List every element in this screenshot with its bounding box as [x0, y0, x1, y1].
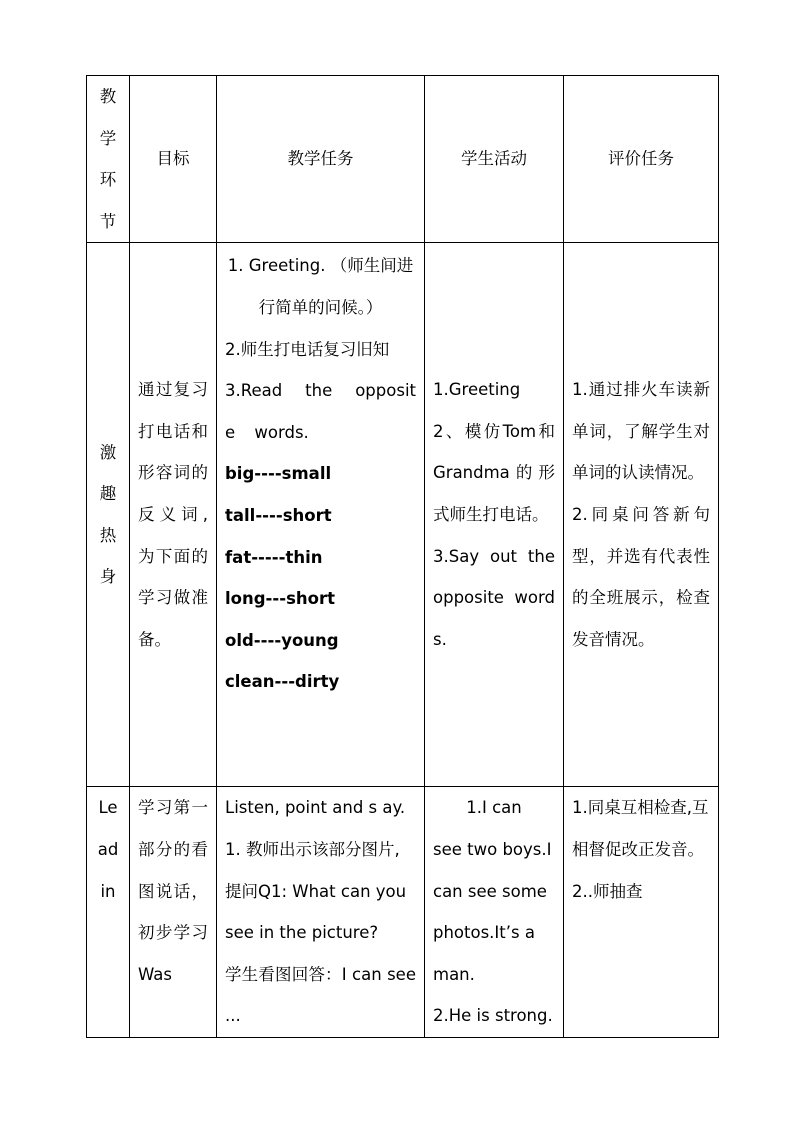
activity-item: 1.Greeting: [433, 380, 521, 400]
activity-item: 1.I can: [466, 798, 522, 818]
warmup-section: [87, 243, 130, 787]
header-goal: 目标: [130, 76, 217, 243]
task-item-greeting: 1. Greeting. （师生间进行简单的问候。）: [227, 256, 414, 317]
task-item: Listen, point and s ay.: [225, 798, 406, 818]
header-section-char: 环: [99, 170, 117, 190]
word-pair: old----young: [225, 630, 339, 650]
evaluation-item: 1.通过排火车读新单词，了解学生对单词的认读情况。: [572, 380, 710, 483]
warmup-row: [87, 243, 719, 787]
section-char: 身: [99, 567, 117, 587]
section-char: Le: [98, 798, 118, 818]
header-evaluation-task: 评价任务: [564, 76, 719, 243]
section-char: 热: [99, 525, 117, 545]
activity-item: 2、模仿Tom和Grandma的形式师生打电话。: [433, 421, 555, 525]
word-pair: clean---dirty: [225, 672, 340, 692]
task-item-read-opposites: 3.Read the opposite words.: [225, 381, 416, 442]
warmup-student-activity: [425, 243, 564, 787]
header-row: [87, 76, 719, 243]
section-char: in: [100, 881, 116, 901]
header-section-char: 节: [99, 211, 117, 231]
evaluation-item: 2..师抽查: [572, 881, 643, 901]
section-char: ad: [97, 839, 119, 859]
header-section-char: 教: [99, 87, 117, 106]
section-char: 趣: [99, 484, 117, 504]
activity-item: 2.He is strong.: [433, 1006, 553, 1026]
word-pair: big----small: [225, 464, 332, 484]
warmup-evaluation-task: [564, 243, 719, 787]
header-student-activity: 学生活动: [425, 76, 564, 243]
warmup-goal: 通过复习打电话和形容词的反义词,为下面的学习做准备。: [130, 243, 217, 787]
leadin-goal: 学习第一部分的看图说话，初步学习Was: [130, 787, 217, 1038]
leadin-teaching-task: [217, 787, 425, 1038]
word-pair: long---short: [225, 589, 336, 609]
task-item: 学生看图回答：I can see ...: [225, 964, 416, 1026]
leadin-section: [87, 787, 130, 1038]
warmup-teaching-task: [217, 243, 425, 787]
word-pair: fat-----thin: [225, 547, 323, 567]
activity-item: see two boys.I can see some photos.It’s a man.: [433, 839, 552, 984]
header-section: [87, 76, 130, 243]
evaluation-item: 1.同桌互相检查,互相督促改正发音。: [572, 798, 709, 859]
lesson-plan-table: [86, 75, 719, 1038]
word-pair: tall----short: [225, 505, 332, 525]
evaluation-item: 2.同桌问答新句型，并选有代表性的全班展示，检查发音情况。: [572, 505, 710, 649]
section-char: 激: [99, 442, 117, 462]
task-item-phone-review: 2.师生打电话复习旧知: [225, 339, 390, 359]
header-section-char: 学: [99, 128, 117, 148]
leadin-evaluation-task: [564, 787, 719, 1038]
leadin-student-activity: [425, 787, 564, 1038]
leadin-row: [87, 787, 719, 1038]
opposite-word-pairs: [225, 453, 416, 703]
header-teaching-task: 教学任务: [217, 76, 425, 243]
activity-item: 3.Say out the opposite words.: [433, 546, 555, 649]
task-item: 1. 教师出示该部分图片,提问Q1: What can you see in the picture?: [225, 839, 407, 943]
